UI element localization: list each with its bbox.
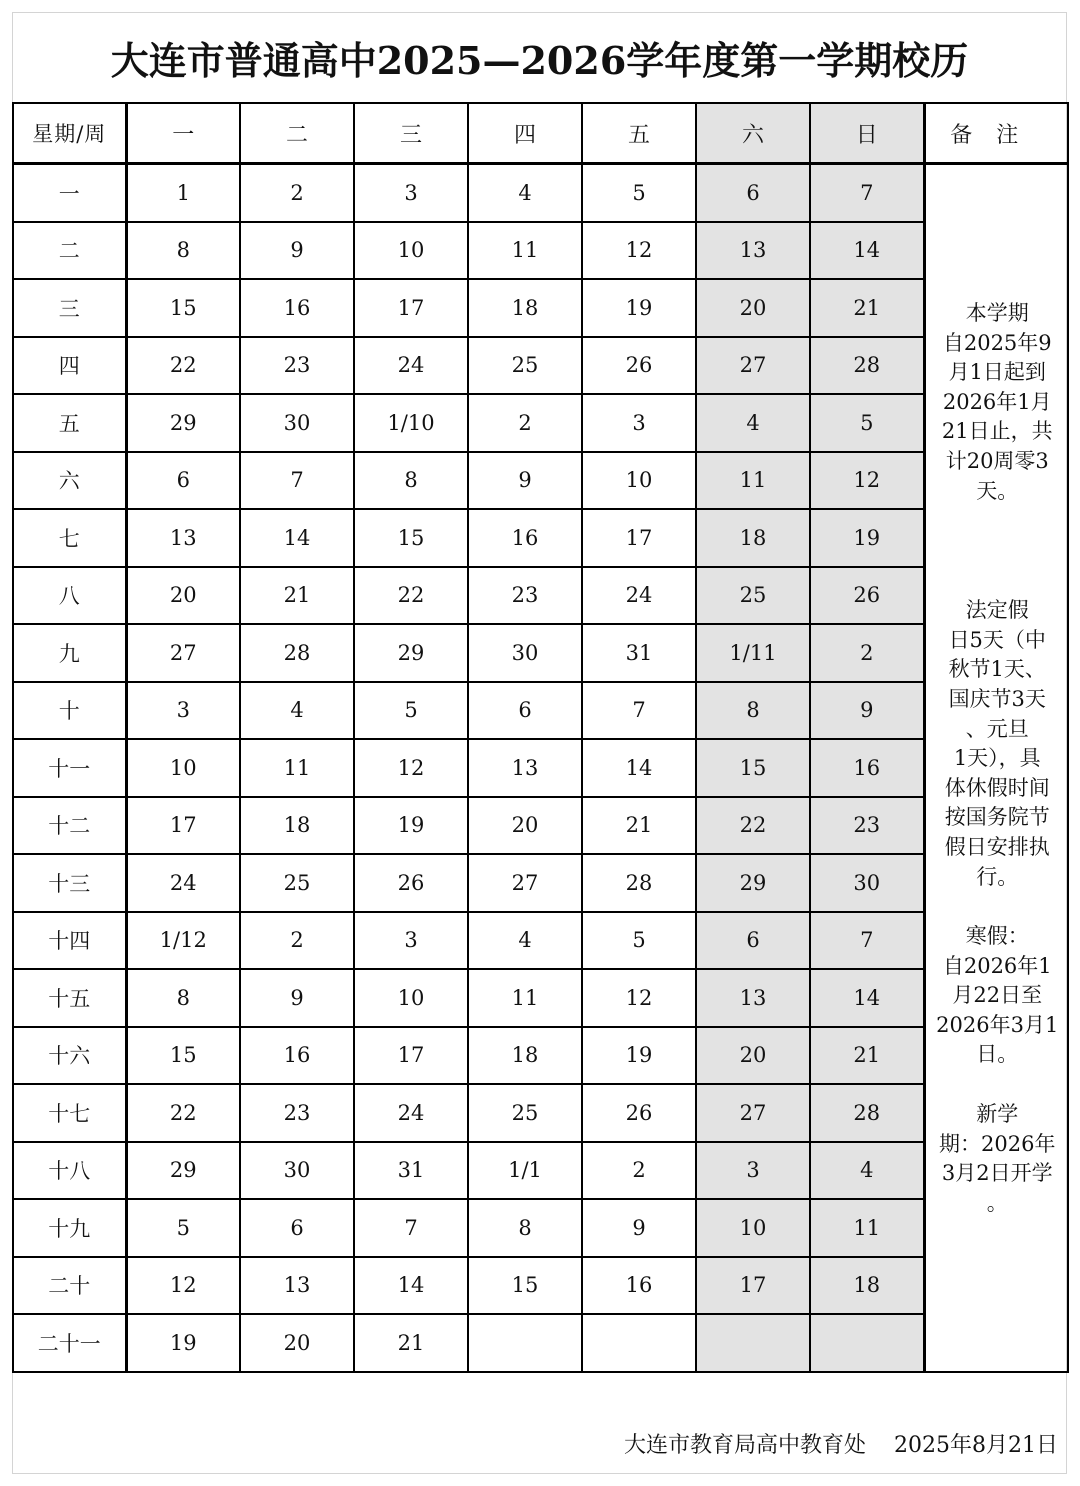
week-number: 十二 [13, 797, 126, 855]
date-cell: 28 [810, 1084, 924, 1142]
date-cell: 24 [126, 854, 240, 912]
date-cell: 4 [810, 1142, 924, 1200]
week-row [13, 912, 1068, 970]
remark-line-term: 2026年1月 [942, 389, 1052, 414]
remark-line-holidays: 体休假时间 [944, 775, 1050, 800]
date-cell: 23 [240, 1084, 354, 1142]
date-cell: 3 [354, 912, 468, 970]
date-cell: 23 [468, 567, 582, 625]
week-row [13, 624, 1068, 682]
date-cell: 17 [696, 1257, 810, 1315]
school-calendar-table [12, 102, 1069, 1373]
date-cell: 19 [126, 1314, 240, 1372]
remark-line-term: 21日止，共 [941, 419, 1053, 444]
date-cell: 12 [354, 739, 468, 797]
date-cell: 6 [126, 452, 240, 510]
date-cell: 11 [468, 969, 582, 1027]
date-cell: 3 [126, 682, 240, 740]
week-number: 五 [13, 394, 126, 452]
date-cell: 17 [582, 509, 696, 567]
date-cell: 1 [126, 164, 240, 222]
remark-line-winter: 2026年3月1 [936, 1012, 1059, 1037]
date-cell: 17 [126, 797, 240, 855]
date-cell: 3 [582, 394, 696, 452]
remark-line-winter: 日。 [976, 1042, 1019, 1067]
date-cell: 13 [240, 1257, 354, 1315]
date-cell: 1/10 [354, 394, 468, 452]
date-cell: 11 [810, 1199, 924, 1257]
date-cell: 22 [696, 797, 810, 855]
date-cell: 13 [696, 222, 810, 280]
date-cell: 20 [126, 567, 240, 625]
date-cell: 12 [582, 969, 696, 1027]
remarks [926, 165, 1068, 1218]
date-cell: 28 [240, 624, 354, 682]
week-row [13, 682, 1068, 740]
page-title: 大连市普通高中2025—2026学年度第一学期校历 [110, 38, 969, 83]
date-cell: 9 [240, 222, 354, 280]
remark-spacer [936, 1070, 1060, 1100]
date-cell: 9 [582, 1199, 696, 1257]
remark-line-new-term: 。 [986, 1190, 1008, 1215]
week-number: 八 [13, 567, 126, 625]
date-cell: 15 [696, 739, 810, 797]
date-cell: 17 [354, 279, 468, 337]
date-cell: 9 [468, 452, 582, 510]
date-cell: 30 [468, 624, 582, 682]
date-cell: 22 [354, 567, 468, 625]
week-number: 三 [13, 279, 126, 337]
date-cell: 20 [696, 1027, 810, 1085]
date-cell: 23 [810, 797, 924, 855]
date-cell: 27 [126, 624, 240, 682]
date-cell: 10 [126, 739, 240, 797]
date-cell: 14 [240, 509, 354, 567]
week-row [13, 797, 1068, 855]
issue-date: 2025年8月21日 [894, 1433, 1058, 1458]
date-cell: 5 [126, 1199, 240, 1257]
week-number: 六 [13, 452, 126, 510]
week-row [13, 222, 1068, 280]
date-cell [582, 1314, 696, 1372]
date-cell: 22 [126, 337, 240, 395]
remark-line-holidays: 按国务院节 [944, 805, 1050, 830]
date-cell: 6 [696, 164, 810, 222]
date-cell: 14 [810, 969, 924, 1027]
date-cell: 6 [468, 682, 582, 740]
date-cell: 10 [354, 969, 468, 1027]
date-cell: 7 [810, 912, 924, 970]
date-cell: 22 [126, 1084, 240, 1142]
date-cell: 27 [696, 1084, 810, 1142]
week-row [13, 337, 1068, 395]
week-number: 十七 [13, 1084, 126, 1142]
date-cell: 21 [354, 1314, 468, 1372]
date-cell: 9 [240, 969, 354, 1027]
date-cell: 15 [126, 1027, 240, 1085]
date-cell: 1/1 [468, 1142, 582, 1200]
date-cell: 19 [354, 797, 468, 855]
date-cell: 2 [468, 394, 582, 452]
remark-line-holidays: 国庆节3天 [948, 686, 1046, 711]
date-cell: 30 [810, 854, 924, 912]
remark-spacer [936, 506, 1060, 596]
date-cell: 21 [582, 797, 696, 855]
remark-line-holidays: 日5天（中 [948, 627, 1046, 652]
week-number: 四 [13, 337, 126, 395]
date-cell: 1/12 [126, 912, 240, 970]
date-cell: 16 [810, 739, 924, 797]
date-cell: 2 [240, 912, 354, 970]
date-cell: 26 [354, 854, 468, 912]
date-cell: 4 [468, 912, 582, 970]
date-cell: 4 [240, 682, 354, 740]
date-cell: 12 [810, 452, 924, 510]
date-cell [468, 1314, 582, 1372]
date-cell: 3 [696, 1142, 810, 1200]
date-cell: 8 [126, 222, 240, 280]
date-cell: 10 [696, 1199, 810, 1257]
date-cell: 7 [240, 452, 354, 510]
day-header-mon: 一 [126, 103, 240, 164]
week-number: 二十 [13, 1257, 126, 1315]
date-cell: 14 [582, 739, 696, 797]
date-cell: 18 [696, 509, 810, 567]
week-row [13, 509, 1068, 567]
week-number: 十三 [13, 854, 126, 912]
date-cell: 12 [582, 222, 696, 280]
week-number: 十六 [13, 1027, 126, 1085]
week-number: 十五 [13, 969, 126, 1027]
remark-line-winter: 寒假： [965, 924, 1029, 949]
date-cell: 23 [240, 337, 354, 395]
week-row [13, 1257, 1068, 1315]
date-cell: 26 [582, 337, 696, 395]
date-cell: 13 [126, 509, 240, 567]
date-cell: 4 [696, 394, 810, 452]
date-cell: 8 [126, 969, 240, 1027]
remarks-cell [924, 164, 1068, 1372]
remark-line-term: 本学期 [965, 301, 1029, 325]
issuer: 大连市教育局高中教育处 [624, 1433, 867, 1458]
date-cell: 20 [240, 1314, 354, 1372]
date-cell: 24 [354, 337, 468, 395]
date-cell: 18 [810, 1257, 924, 1315]
date-cell: 21 [810, 1027, 924, 1085]
date-cell: 30 [240, 394, 354, 452]
date-cell: 31 [354, 1142, 468, 1200]
date-cell: 24 [354, 1084, 468, 1142]
footer [624, 1428, 1058, 1459]
date-cell: 16 [240, 279, 354, 337]
remark-line-winter: 自2026年1 [942, 953, 1052, 978]
date-cell: 16 [582, 1257, 696, 1315]
week-row [13, 394, 1068, 452]
date-cell: 26 [582, 1084, 696, 1142]
date-cell: 5 [354, 682, 468, 740]
date-cell: 30 [240, 1142, 354, 1200]
date-cell: 19 [582, 279, 696, 337]
date-cell: 17 [354, 1027, 468, 1085]
week-row [13, 1142, 1068, 1200]
week-row [13, 739, 1068, 797]
remark-line-term: 天。 [976, 478, 1019, 503]
date-cell: 8 [354, 452, 468, 510]
date-cell [810, 1314, 924, 1372]
date-cell: 20 [468, 797, 582, 855]
date-cell: 6 [696, 912, 810, 970]
week-row [13, 854, 1068, 912]
week-number: 七 [13, 509, 126, 567]
remark-line-winter: 月22日至 [952, 983, 1043, 1008]
week-row [13, 279, 1068, 337]
week-row [13, 1027, 1068, 1085]
date-cell: 5 [582, 164, 696, 222]
date-cell: 16 [468, 509, 582, 567]
date-cell: 27 [468, 854, 582, 912]
date-cell: 1/11 [696, 624, 810, 682]
date-cell: 13 [468, 739, 582, 797]
week-number: 二 [13, 222, 126, 280]
week-row [13, 567, 1068, 625]
remark-line-term: 自2025年9 [942, 330, 1052, 355]
week-number: 十 [13, 682, 126, 740]
date-cell: 29 [354, 624, 468, 682]
remark-line-holidays: 假日安排执 [944, 834, 1050, 859]
week-number: 九 [13, 624, 126, 682]
date-cell: 21 [810, 279, 924, 337]
date-cell: 8 [468, 1199, 582, 1257]
date-cell: 10 [354, 222, 468, 280]
remark-line-holidays: 、元旦 [965, 716, 1029, 741]
day-header-thu: 四 [468, 103, 582, 164]
date-cell: 6 [240, 1199, 354, 1257]
remark-spacer [936, 892, 1060, 922]
date-cell: 18 [468, 1027, 582, 1085]
date-cell: 2 [810, 624, 924, 682]
week-row [13, 452, 1068, 510]
day-header-sun: 日 [810, 103, 924, 164]
remark-line-term: 计20周零3 [945, 448, 1049, 473]
date-cell: 25 [240, 854, 354, 912]
date-cell: 28 [810, 337, 924, 395]
date-cell: 29 [126, 394, 240, 452]
date-cell: 12 [126, 1257, 240, 1315]
week-number: 一 [13, 164, 126, 222]
week-row [13, 969, 1068, 1027]
date-cell: 29 [696, 854, 810, 912]
remark-line-term: 月1日起到 [948, 360, 1046, 385]
date-cell: 4 [468, 164, 582, 222]
week-number: 十一 [13, 739, 126, 797]
date-cell: 25 [468, 1084, 582, 1142]
date-cell: 24 [582, 567, 696, 625]
date-cell: 2 [240, 164, 354, 222]
date-cell: 29 [126, 1142, 240, 1200]
date-cell [696, 1314, 810, 1372]
date-cell: 7 [582, 682, 696, 740]
date-cell: 19 [810, 509, 924, 567]
remark-line-new-term: 期：2026年 [939, 1131, 1056, 1156]
date-cell: 5 [582, 912, 696, 970]
date-cell: 25 [696, 567, 810, 625]
week-row [13, 1314, 1068, 1372]
header-row [13, 103, 1068, 164]
date-cell: 3 [354, 164, 468, 222]
date-cell: 11 [240, 739, 354, 797]
date-cell: 26 [810, 567, 924, 625]
week-number: 十四 [13, 912, 126, 970]
remark-line-holidays: 行。 [976, 864, 1019, 889]
day-header-fri: 五 [582, 103, 696, 164]
date-cell: 28 [582, 854, 696, 912]
date-cell: 15 [126, 279, 240, 337]
date-cell: 14 [354, 1257, 468, 1315]
remark-column-header: 备注 [924, 103, 1068, 164]
date-cell: 20 [696, 279, 810, 337]
remark-line-holidays: 法定假 [965, 598, 1029, 623]
date-cell: 8 [696, 682, 810, 740]
remark-line-holidays: 1天），具 [953, 746, 1041, 771]
date-cell: 15 [468, 1257, 582, 1315]
date-cell: 21 [240, 567, 354, 625]
date-cell: 5 [810, 394, 924, 452]
date-cell: 13 [696, 969, 810, 1027]
date-cell: 27 [696, 337, 810, 395]
date-cell: 18 [240, 797, 354, 855]
remark-line-new-term: 3月2日开学 [941, 1161, 1053, 1186]
remark-line-new-term: 新学 [976, 1102, 1019, 1127]
date-cell: 2 [582, 1142, 696, 1200]
day-header-wed: 三 [354, 103, 468, 164]
day-header-sat: 六 [696, 103, 810, 164]
date-cell: 7 [810, 164, 924, 222]
week-row [13, 1084, 1068, 1142]
date-cell: 15 [354, 509, 468, 567]
date-cell: 16 [240, 1027, 354, 1085]
date-cell: 10 [582, 452, 696, 510]
date-cell: 18 [468, 279, 582, 337]
date-cell: 31 [582, 624, 696, 682]
week-row [13, 164, 1068, 222]
date-cell: 11 [696, 452, 810, 510]
date-cell: 9 [810, 682, 924, 740]
week-number: 十九 [13, 1199, 126, 1257]
date-cell: 11 [468, 222, 582, 280]
week-column-header: 星期/周 [13, 103, 126, 164]
week-row [13, 1199, 1068, 1257]
week-number: 十八 [13, 1142, 126, 1200]
date-cell: 19 [582, 1027, 696, 1085]
remark-line-holidays: 秋节1天、 [948, 657, 1046, 682]
date-cell: 7 [354, 1199, 468, 1257]
date-cell: 14 [810, 222, 924, 280]
day-header-tue: 二 [240, 103, 354, 164]
date-cell: 25 [468, 337, 582, 395]
week-number: 二十一 [13, 1314, 126, 1372]
